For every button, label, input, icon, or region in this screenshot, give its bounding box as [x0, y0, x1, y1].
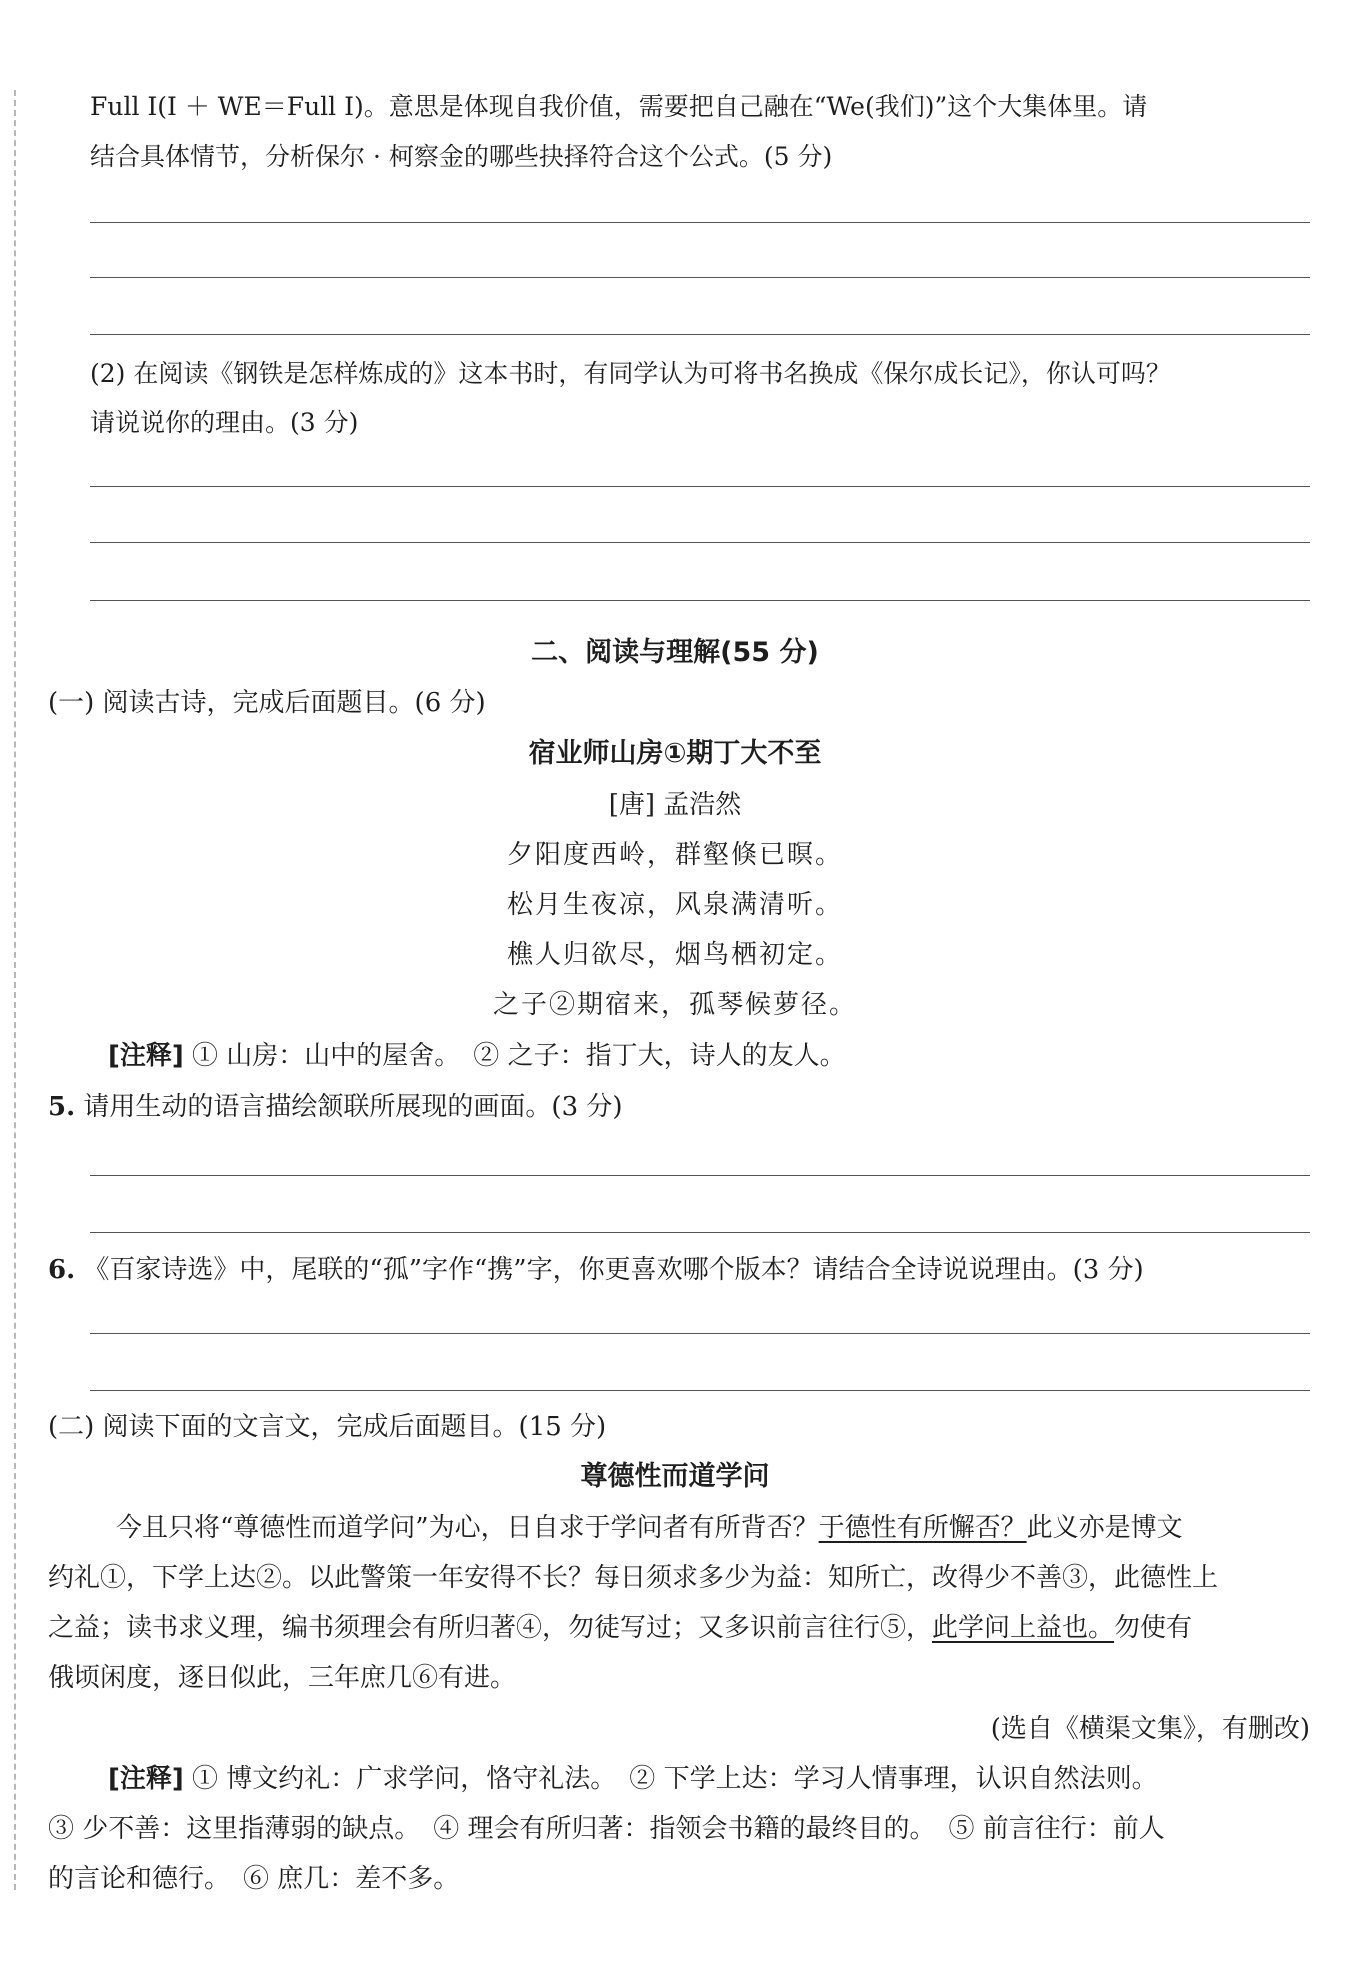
q4-sub2-line-2: 请说说你的理由。(3 分): [90, 408, 359, 437]
question-6: [48, 1253, 1144, 1287]
question-text: 《百家诗选》中，尾联的“孤”字作“携”字，你更喜欢哪个版本？请结合全诗说说理由。(3 分): [83, 1255, 1144, 1285]
passage-title: 尊德性而道学问: [580, 1461, 770, 1492]
answer-line[interactable]: [90, 1390, 1310, 1391]
answer-line[interactable]: [90, 334, 1310, 335]
question-number: 5.: [48, 1092, 76, 1122]
answer-line[interactable]: [90, 277, 1310, 278]
q4-sub2-line-1: (2) 在阅读《钢铁是怎样炼成的》这本书时，有同学认为可将书名换成《保尔成长记》，你认可吗？: [90, 359, 1171, 388]
passage-notes-line-2: ③ 少不善：这里指薄弱的缺点。 ④ 理会有所归著：指领会书籍的最终目的。 ⑤ 前言往行：前人: [48, 1814, 1165, 1844]
q4-text-line-2: 结合具体情节，分析保尔 · 柯察金的哪些抉择符合这个公式。(5 分): [90, 142, 833, 171]
passage-line: [48, 1611, 1192, 1645]
poem-line: 之子②期宿来，孤琴候萝径。: [492, 990, 857, 1020]
passage-text: 此义亦是博文: [1026, 1513, 1183, 1543]
note-tag: [注释]: [108, 1041, 184, 1071]
passage-text: 今且只将“尊德性而道学问”为心，日自求于学问者有所背否？: [90, 1513, 819, 1543]
poem-line: 夕阳度西岭，群壑倏已暝。: [506, 840, 843, 870]
passage-text: 之益；读书求义理，编书须理会有所归著④，勿徒写过；又多识前言往行⑤，: [48, 1613, 933, 1643]
passage-line: 俄顷闲度，逐日似此，三年庶几⑥有进。: [48, 1663, 517, 1693]
section-title: 二、阅读与理解(55 分): [531, 637, 819, 668]
poem-line: 樵人归欲尽，烟鸟栖初定。: [506, 940, 843, 970]
underlined-sentence: 于德性有所懈否？: [818, 1513, 1027, 1543]
answer-line[interactable]: [90, 1175, 1310, 1176]
note-text: ① 山房：山中的屋舍。 ② 之子：指丁大，诗人的友人。: [192, 1041, 846, 1071]
poem-author: [唐] 孟浩然: [608, 790, 742, 820]
question-5: [48, 1090, 623, 1124]
poem-line: 松月生夜凉，风泉满清听。: [506, 890, 843, 920]
passage-line: 约礼①，下学上达②。以此警策一年安得不长？每日须求多少为益：知所亡，改得少不善③，此德性上: [48, 1563, 1219, 1593]
note-tag: [注释]: [108, 1764, 184, 1794]
passage-text: 勿使有: [1114, 1613, 1193, 1643]
answer-line[interactable]: [90, 1232, 1310, 1233]
poem-notes: [108, 1039, 846, 1073]
answer-line[interactable]: [90, 1333, 1310, 1334]
part1-heading: (一) 阅读古诗，完成后面题目。(6 分): [48, 688, 486, 718]
q4-text-line-1: Full I(I ＋ WE＝Full I)。意思是体现自我价值，需要把自己融在“We(我们)”这个大集体里。请: [90, 92, 1148, 121]
answer-line[interactable]: [90, 542, 1310, 543]
passage-notes-line-1: [108, 1762, 1158, 1796]
passage-notes-line-3: 的言论和德行。 ⑥ 庶几：差不多。: [48, 1864, 460, 1894]
answer-line[interactable]: [90, 486, 1310, 487]
note-text: ① 博文约礼：广求学问，恪守礼法。 ② 下学上达：学习人情事理，认识自然法则。: [192, 1764, 1158, 1794]
part2-heading: (二) 阅读下面的文言文，完成后面题目。(15 分): [48, 1412, 607, 1442]
poem-title: 宿业师山房①期丁大不至: [528, 738, 822, 769]
underlined-sentence: 此学问上益也。: [932, 1613, 1115, 1643]
answer-line[interactable]: [90, 600, 1310, 601]
question-number: 6.: [48, 1255, 76, 1285]
answer-line[interactable]: [90, 222, 1310, 223]
question-text: 请用生动的语言描绘颔联所展现的画面。(3 分): [83, 1092, 623, 1122]
passage-source: (选自《横渠文集》，有删改): [990, 1714, 1310, 1744]
passage-line: [90, 1511, 1183, 1545]
